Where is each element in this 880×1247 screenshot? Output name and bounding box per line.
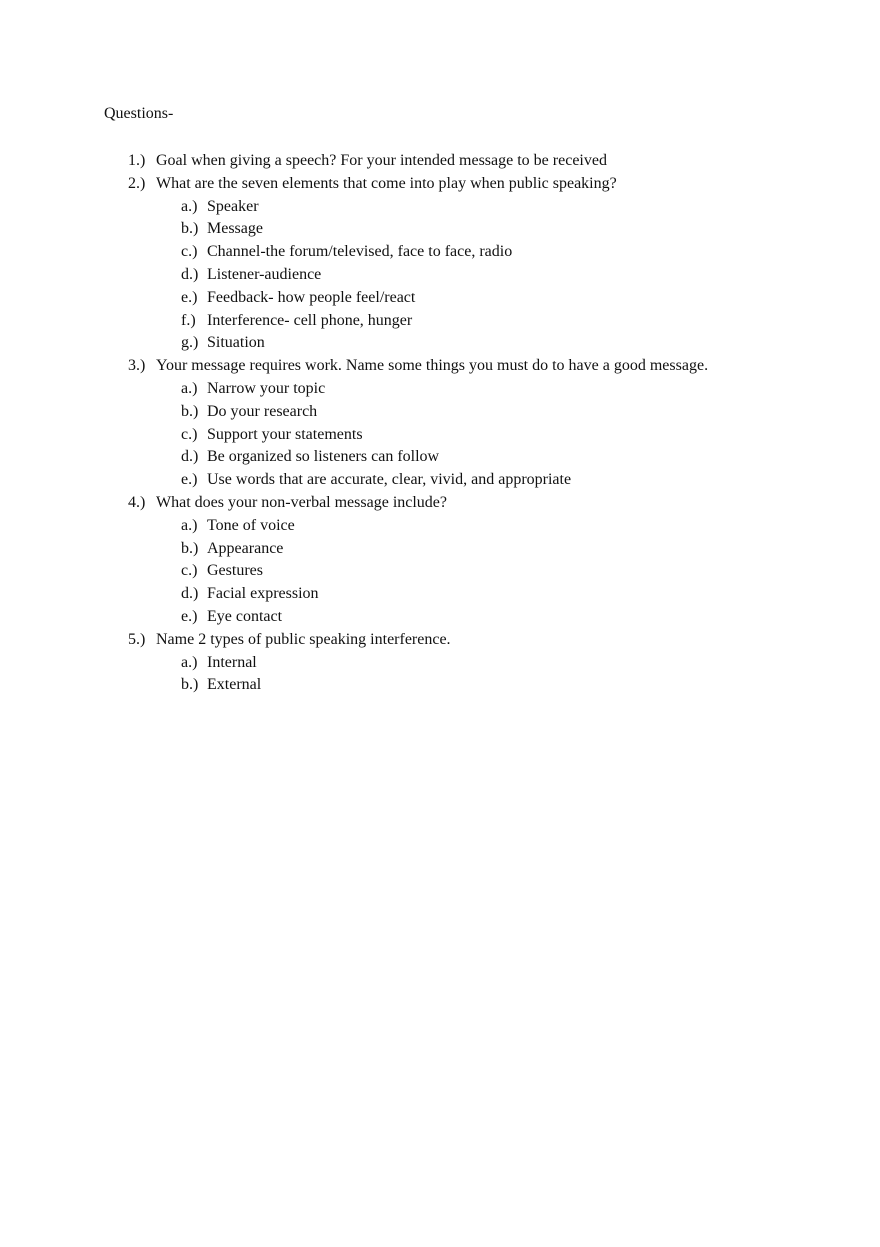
answer-text: Be organized so listeners can follow bbox=[207, 448, 440, 466]
question-number: 4.) bbox=[128, 493, 146, 511]
answer-text: Facial expression bbox=[207, 585, 319, 603]
answer-item bbox=[0, 378, 880, 401]
question-item bbox=[0, 173, 880, 196]
answer-letter: e.) bbox=[181, 288, 198, 306]
question-text: Goal when giving a speech? For your intended message to be received bbox=[156, 152, 607, 169]
answer-letter: f.) bbox=[181, 311, 196, 329]
answer-item bbox=[0, 606, 880, 629]
answer-item bbox=[0, 652, 880, 675]
answer-text: Eye contact bbox=[207, 607, 283, 625]
answer-letter: d.) bbox=[181, 448, 199, 466]
answer-text: Channel-the forum/televised, face to face, radio bbox=[207, 243, 513, 261]
question-item bbox=[0, 355, 880, 378]
answer-letter: d.) bbox=[181, 585, 199, 603]
answer-text: Internal bbox=[207, 653, 257, 671]
answer-letter: a.) bbox=[181, 197, 198, 215]
answer-item bbox=[0, 287, 880, 310]
question-text: Name 2 types of public speaking interference. bbox=[156, 630, 451, 648]
answer-text: Speaker bbox=[207, 197, 259, 215]
answer-text: Do your research bbox=[207, 402, 318, 420]
answer-text: Interference- cell phone, hunger bbox=[207, 311, 413, 329]
answer-item bbox=[0, 538, 880, 561]
answer-item bbox=[0, 241, 880, 264]
answer-letter: a.) bbox=[181, 516, 198, 534]
question-list bbox=[0, 150, 880, 697]
answer-text: Tone of voice bbox=[207, 516, 295, 534]
answer-text: Listener-audience bbox=[207, 265, 322, 283]
answer-item bbox=[0, 446, 880, 469]
answer-item bbox=[0, 515, 880, 538]
answer-item bbox=[0, 560, 880, 583]
question-text: What does your non-verbal message include? bbox=[156, 493, 448, 511]
question-number: 2.) bbox=[128, 174, 146, 192]
question-item bbox=[0, 629, 880, 652]
answer-item bbox=[0, 424, 880, 447]
answer-letter: e.) bbox=[181, 471, 198, 489]
answer-item bbox=[0, 310, 880, 333]
answer-letter: b.) bbox=[181, 220, 199, 238]
question-number: 1.) bbox=[128, 152, 146, 169]
answer-item bbox=[0, 196, 880, 219]
answer-letter: b.) bbox=[181, 676, 199, 694]
answer-text: Gestures bbox=[207, 562, 263, 580]
question-text: What are the seven elements that come into play when public speaking? bbox=[156, 174, 617, 192]
document-heading: Questions- bbox=[104, 105, 174, 122]
question-text: Your message requires work. Name some things you must do to have a good message. bbox=[156, 357, 709, 375]
answer-text: Support your statements bbox=[207, 425, 363, 443]
question-item bbox=[0, 492, 880, 515]
question-number: 3.) bbox=[128, 357, 146, 375]
question-item bbox=[0, 150, 880, 173]
answer-text: Narrow your topic bbox=[207, 379, 326, 397]
answer-letter: c.) bbox=[181, 425, 198, 443]
answer-text: Message bbox=[207, 220, 263, 238]
answer-letter: c.) bbox=[181, 243, 198, 261]
answer-letter: g.) bbox=[181, 334, 199, 352]
answer-text: External bbox=[207, 676, 262, 694]
answer-item bbox=[0, 469, 880, 492]
answer-text: Use words that are accurate, clear, vivid, and appropriate bbox=[207, 471, 572, 489]
answer-item bbox=[0, 332, 880, 355]
answer-letter: b.) bbox=[181, 402, 199, 420]
answer-text: Situation bbox=[207, 334, 265, 352]
answer-text: Feedback- how people feel/react bbox=[207, 288, 416, 306]
answer-letter: b.) bbox=[181, 539, 199, 557]
answer-letter: d.) bbox=[181, 265, 199, 283]
answer-item bbox=[0, 264, 880, 287]
answer-item bbox=[0, 218, 880, 241]
answer-text: Appearance bbox=[207, 539, 284, 557]
answer-item bbox=[0, 583, 880, 606]
answer-letter: a.) bbox=[181, 653, 198, 671]
question-number: 5.) bbox=[128, 630, 146, 648]
answer-item bbox=[0, 674, 880, 697]
answer-item bbox=[0, 401, 880, 424]
answer-letter: e.) bbox=[181, 607, 198, 625]
answer-letter: a.) bbox=[181, 379, 198, 397]
answer-letter: c.) bbox=[181, 562, 198, 580]
